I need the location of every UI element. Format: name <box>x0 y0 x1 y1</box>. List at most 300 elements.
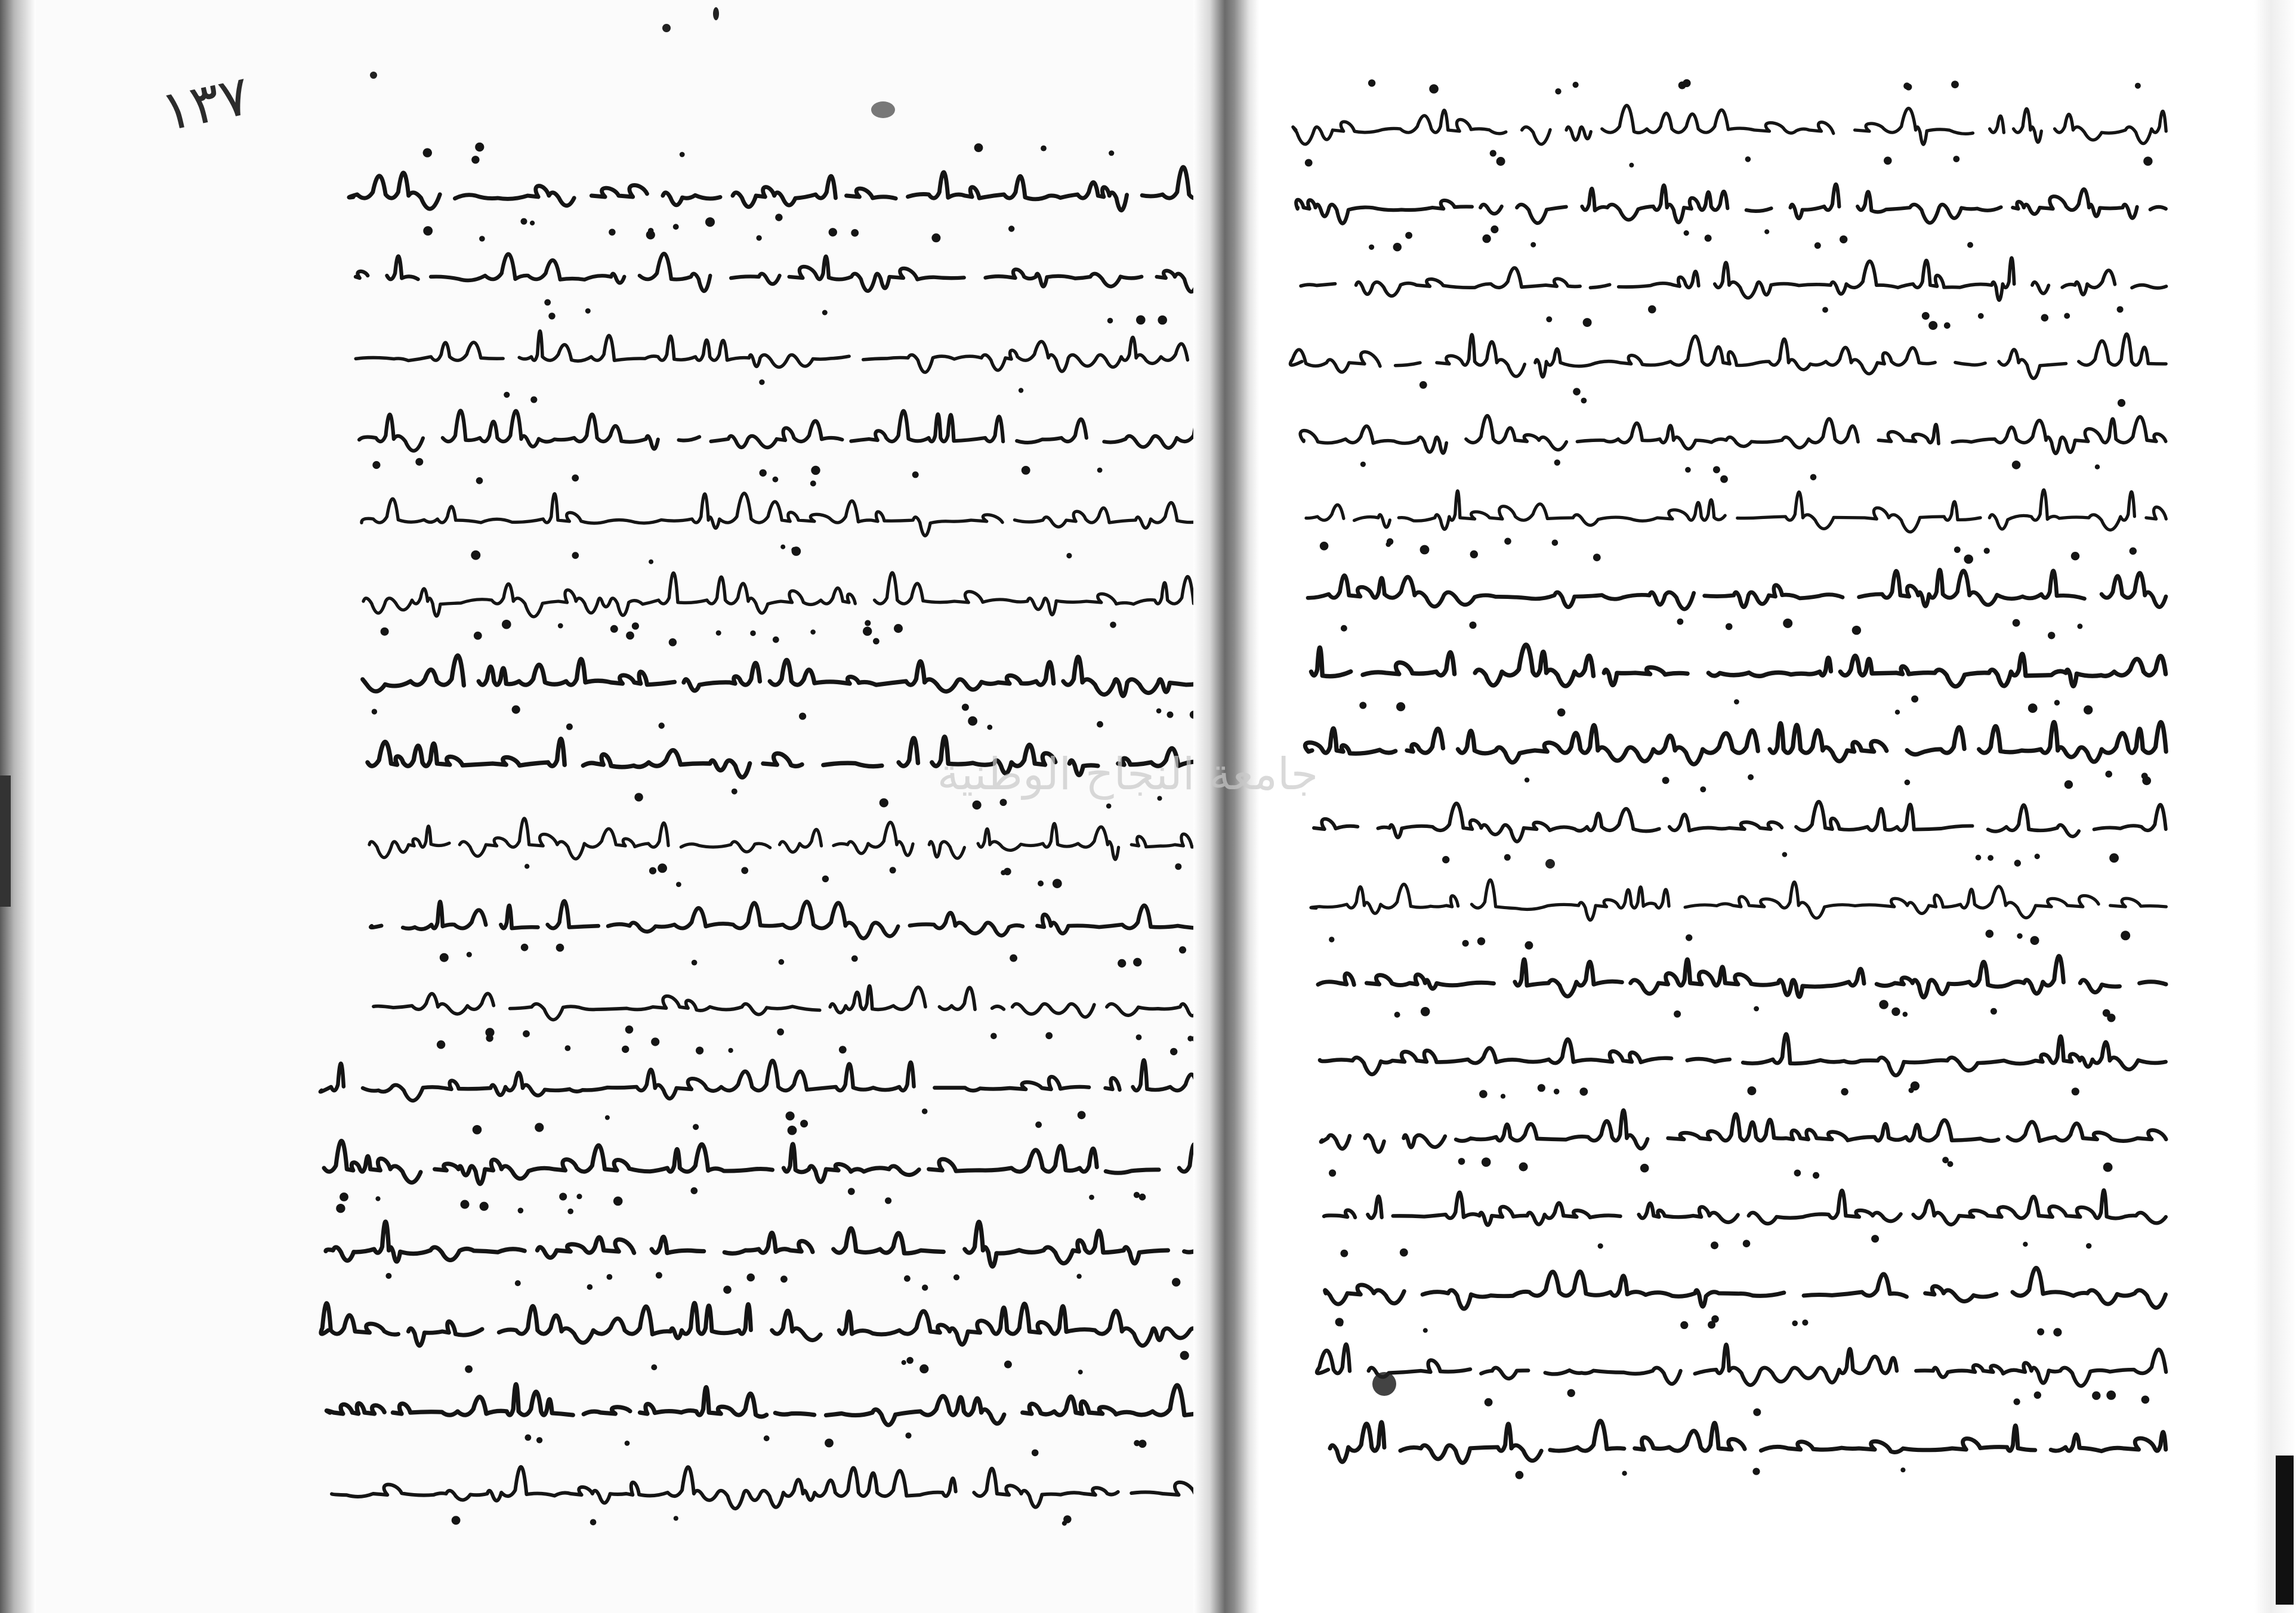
line-ink <box>1294 382 2172 471</box>
diacritic-dot <box>759 469 766 477</box>
diacritic-dot <box>472 1125 482 1135</box>
diacritic-dot <box>1951 81 1959 88</box>
diacritic-dot <box>2017 933 2022 938</box>
right-page <box>1217 0 2296 1613</box>
diacritic-dot <box>773 636 779 643</box>
diacritic-dot <box>729 1048 733 1053</box>
diacritic-dot <box>1516 1471 1524 1479</box>
diacritic-dot <box>1004 1361 1012 1368</box>
diacritic-dot <box>1400 1249 1408 1257</box>
diacritic-dot <box>1525 941 1533 950</box>
line-ink <box>1286 72 2172 161</box>
diacritic-dot <box>756 235 761 240</box>
line-ink <box>1300 614 2172 704</box>
diacritic-dot <box>461 1200 470 1209</box>
script-stroke <box>371 901 1217 938</box>
diacritic-dot <box>635 793 643 801</box>
manuscript-line <box>322 1435 1217 1525</box>
diacritic-dot <box>2054 700 2060 705</box>
diacritic-dot <box>452 1516 461 1525</box>
diacritic-dot <box>822 310 828 316</box>
ink-speck <box>370 72 377 79</box>
diacritic-dot <box>336 1204 345 1213</box>
diacritic-dot <box>1118 959 1126 968</box>
diacritic-dot <box>1581 398 1587 404</box>
diacritic-dot <box>723 1286 732 1294</box>
diacritic-dot <box>1991 1008 1997 1015</box>
diacritic-dot <box>651 1364 657 1370</box>
manuscript-line <box>364 948 1217 1038</box>
diacritic-dot <box>622 1046 629 1053</box>
diacritic-dot <box>647 228 653 234</box>
manuscript-line <box>1313 1080 2172 1169</box>
manuscript-line <box>1297 459 2172 549</box>
diacritic-dot <box>696 1047 703 1055</box>
book-gutter <box>1193 0 1259 1613</box>
diacritic-dot <box>851 956 858 962</box>
diacritic-dot <box>1685 467 1691 473</box>
diacritic-dot <box>1745 156 1751 162</box>
script-stroke <box>359 410 1217 450</box>
ink-speck <box>1372 1372 1396 1396</box>
diacritic-dot <box>1944 322 1951 329</box>
diacritic-dot <box>1368 79 1375 86</box>
diacritic-dot <box>669 638 677 646</box>
diacritic-dot <box>1704 234 1711 242</box>
diacritic-dot <box>1329 1169 1336 1176</box>
diacritic-dot <box>548 313 555 319</box>
diacritic-dot <box>566 724 573 730</box>
line-ink <box>1304 770 2172 859</box>
diacritic-dot <box>1683 79 1690 87</box>
script-stroke <box>1293 106 2166 144</box>
script-stroke <box>332 1467 1217 1509</box>
manuscript-line <box>319 1273 1217 1362</box>
diacritic-dot <box>1329 937 1334 942</box>
diacritic-dot <box>1010 954 1017 962</box>
diacritic-dot <box>968 716 977 726</box>
line-ink <box>322 1435 1217 1525</box>
diacritic-dot <box>919 1364 928 1373</box>
library-watermark: جامعة النجاح الوطنية <box>937 749 1319 800</box>
diacritic-dot <box>1138 1440 1147 1448</box>
manuscript-line <box>344 137 1217 227</box>
diacritic-dot <box>1720 475 1728 483</box>
diacritic-dot <box>1814 242 1820 249</box>
diacritic-dot <box>585 308 591 314</box>
diacritic-dot <box>974 143 983 152</box>
line-ink <box>320 1354 1217 1444</box>
line-ink <box>316 1192 1217 1281</box>
diacritic-dot <box>2109 853 2119 863</box>
line-ink <box>1307 847 2172 937</box>
diacritic-dot <box>1630 163 1634 168</box>
diacritic-dot <box>822 876 828 882</box>
diacritic-dot <box>1035 1121 1042 1128</box>
diacritic-dot <box>2013 619 2020 627</box>
diacritic-dot <box>2034 854 2039 859</box>
diacritic-dot <box>1396 702 1405 711</box>
script-stroke <box>356 254 1217 292</box>
script-stroke <box>356 331 1217 372</box>
diacritic-dot <box>1172 1278 1180 1286</box>
diacritic-dot <box>1136 316 1146 325</box>
diacritic-dot <box>587 1284 592 1290</box>
diacritic-dot <box>476 477 483 484</box>
diacritic-dot <box>649 560 653 564</box>
diacritic-dot <box>676 882 681 887</box>
diacritic-dot <box>2037 1328 2044 1336</box>
diacritic-dot <box>1726 623 1733 631</box>
diacritic-dot <box>922 1284 928 1290</box>
diacritic-dot <box>1429 84 1439 94</box>
manuscript-line <box>352 462 1217 551</box>
diacritic-dot <box>1700 786 1706 792</box>
diacritic-dot <box>2078 623 2083 629</box>
script-stroke <box>1306 490 2166 532</box>
diacritic-dot <box>1901 1467 1906 1472</box>
line-ink <box>356 624 1217 713</box>
diacritic-dot <box>2084 705 2093 714</box>
manuscript-line <box>1300 614 2172 704</box>
diacritic-dot <box>514 1280 520 1286</box>
diacritic-dot <box>1988 855 1993 861</box>
diacritic-dot <box>1792 1321 1798 1327</box>
diacritic-dot <box>1555 88 1561 94</box>
diacritic-dot <box>440 953 449 962</box>
manuscript-line <box>1294 382 2172 471</box>
diacritic-dot <box>480 1202 489 1211</box>
diacritic-dot <box>1662 777 1669 784</box>
diacritic-dot <box>1840 236 1847 243</box>
diacritic-dot <box>1485 1398 1493 1407</box>
diacritic-dot <box>471 551 480 560</box>
manuscript-line <box>362 867 1217 957</box>
manuscript-line <box>1303 692 2172 781</box>
diacritic-dot <box>1984 548 1990 554</box>
diacritic-dot <box>1802 1320 1808 1325</box>
script-stroke <box>1321 1110 2166 1152</box>
diacritic-dot <box>568 1209 574 1215</box>
left-page-edge <box>0 0 36 1613</box>
diacritic-dot <box>1572 82 1578 88</box>
diacritic-dot <box>1903 82 1910 89</box>
diacritic-dot <box>609 229 615 236</box>
diacritic-dot <box>479 236 485 242</box>
diacritic-dot <box>1530 242 1536 248</box>
line-ink <box>344 137 1217 227</box>
diacritic-dot <box>1066 553 1072 558</box>
diacritic-dot <box>2014 860 2020 866</box>
line-ink <box>346 218 1217 308</box>
line-ink <box>364 948 1217 1038</box>
line-ink <box>1297 459 2172 549</box>
diacritic-dot <box>475 143 484 152</box>
right-page-edge <box>2254 0 2296 1613</box>
manuscript-line <box>1319 1312 2172 1402</box>
diacritic-dot <box>613 1197 623 1206</box>
manuscript-line <box>1291 227 2172 316</box>
line-ink <box>1310 1002 2172 1092</box>
line-ink <box>362 867 1217 957</box>
manuscript-line <box>312 1030 1217 1119</box>
diacritic-dot <box>1954 546 1961 553</box>
script-stroke <box>1324 1190 2166 1225</box>
script-stroke <box>374 986 1217 1020</box>
line-ink <box>354 543 1217 632</box>
diacritic-dot <box>1622 1471 1627 1476</box>
diacritic-dot <box>987 725 992 730</box>
manuscript-line <box>1304 770 2172 859</box>
script-stroke <box>1301 258 2166 300</box>
diacritic-dot <box>885 1197 891 1204</box>
manuscript-line <box>1310 1002 2172 1092</box>
diacritic-dot <box>1097 721 1103 728</box>
diacritic-dot <box>651 1037 659 1046</box>
diacritic-dot <box>1554 1089 1560 1095</box>
diacritic-dot <box>1078 1370 1083 1374</box>
diacritic-dot <box>1954 156 1960 162</box>
diacritic-dot <box>1557 709 1566 717</box>
diacritic-dot <box>810 481 816 487</box>
line-ink <box>1320 1390 2172 1479</box>
diacritic-dot <box>873 638 879 645</box>
diacritic-dot <box>572 552 579 559</box>
line-ink <box>312 1030 1217 1119</box>
script-stroke <box>1314 802 2166 842</box>
diacritic-dot <box>572 474 579 481</box>
diacritic-dot <box>674 1516 678 1521</box>
diacritic-dot <box>1420 545 1430 555</box>
diacritic-dot <box>1053 879 1062 888</box>
diacritic-dot <box>423 226 433 236</box>
diacritic-dot <box>2048 632 2055 639</box>
diacritic-dot <box>471 156 479 163</box>
manuscript-line <box>1320 1390 2172 1479</box>
diacritic-dot <box>1975 855 1981 861</box>
diacritic-dot <box>1032 1450 1039 1457</box>
diacritic-dot <box>1525 777 1529 782</box>
diacritic-dot <box>799 713 806 720</box>
diacritic-dot <box>1680 1321 1688 1329</box>
manuscript-line <box>346 218 1217 308</box>
script-stroke <box>320 1303 1217 1347</box>
manuscript-line <box>356 624 1217 713</box>
diacritic-dot <box>1598 1243 1603 1249</box>
script-stroke <box>369 818 1217 860</box>
manuscript-line <box>1292 304 2172 394</box>
diacritic-dot <box>1783 619 1793 628</box>
diacritic-dot <box>1107 318 1113 324</box>
diacritic-dot <box>1305 159 1313 167</box>
diacritic-dot <box>2064 780 2073 789</box>
script-stroke <box>326 1222 1217 1266</box>
diacritic-dot <box>1753 1468 1760 1475</box>
script-stroke <box>363 656 1217 696</box>
line-ink <box>1288 149 2172 239</box>
script-stroke <box>1311 880 2166 920</box>
diacritic-dot <box>879 798 888 807</box>
diacritic-dot <box>2142 776 2151 785</box>
diacritic-dot <box>1170 1048 1177 1055</box>
script-stroke <box>1317 1345 2166 1386</box>
script-stroke <box>320 1060 1217 1101</box>
script-stroke <box>1325 1268 2166 1309</box>
diacritic-dot <box>1166 712 1173 718</box>
diacritic-dot <box>1905 780 1911 786</box>
line-ink <box>348 299 1217 389</box>
diacritic-dot <box>518 1208 524 1214</box>
line-ink <box>1314 1157 2172 1247</box>
diacritic-dot <box>530 396 537 403</box>
diacritic-dot <box>1341 625 1347 632</box>
diacritic-dot <box>1008 225 1014 231</box>
diacritic-dot <box>1928 321 1937 330</box>
diacritic-dot <box>2028 703 2038 713</box>
diacritic-dot <box>772 477 778 483</box>
diacritic-dot <box>1021 466 1030 475</box>
line-ink <box>1291 227 2172 316</box>
diacritic-dot <box>658 722 664 728</box>
manuscript-line <box>1288 149 2172 239</box>
diacritic-dot <box>751 631 757 636</box>
diacritic-dot <box>1582 318 1591 327</box>
diacritic-dot <box>1711 1241 1718 1249</box>
diacritic-dot <box>1501 1094 1505 1099</box>
ink-speck <box>713 7 719 20</box>
script-stroke <box>362 493 1217 536</box>
folio-number: ١٣٧ <box>155 63 255 144</box>
script-stroke <box>349 167 1217 210</box>
diacritic-dot <box>2107 1013 2116 1022</box>
diacritic-dot <box>1470 551 1478 558</box>
line-ink <box>1316 1235 2172 1324</box>
line-ink <box>1309 925 2172 1014</box>
line-ink <box>1298 537 2172 626</box>
manuscript-line <box>1314 1157 2172 1247</box>
diacritic-dot <box>1423 1328 1428 1333</box>
diacritic-dot <box>2121 931 2130 940</box>
diacritic-dot <box>437 1040 445 1049</box>
diacritic-dot <box>474 632 482 640</box>
diacritic-dot <box>800 1120 808 1127</box>
diacritic-dot <box>1852 626 1861 635</box>
script-stroke <box>1318 956 2166 997</box>
diacritic-dot <box>2053 1328 2062 1336</box>
line-ink <box>1313 1080 2172 1169</box>
script-stroke <box>1308 570 2166 609</box>
diacritic-dot <box>2118 399 2125 407</box>
diacritic-dot <box>535 1123 544 1132</box>
manuscript-line <box>314 1111 1217 1200</box>
script-stroke <box>1311 645 2166 687</box>
diacritic-dot <box>423 148 432 157</box>
diacritic-dot <box>931 233 940 242</box>
diacritic-dot <box>1019 388 1023 393</box>
script-stroke <box>326 1385 1217 1426</box>
script-stroke <box>1301 416 2166 453</box>
diacritic-dot <box>811 466 820 475</box>
diacritic-dot <box>1477 937 1485 945</box>
diacritic-dot <box>1062 1521 1067 1526</box>
diacritic-dot <box>973 801 982 809</box>
diacritic-dot <box>1754 1408 1761 1416</box>
ink-speck <box>1545 859 1555 869</box>
diacritic-dot <box>1964 555 1973 564</box>
diacritic-dot <box>1810 474 1816 481</box>
diacritic-dot <box>1359 702 1366 709</box>
diacritic-dot <box>1421 1007 1430 1016</box>
script-stroke <box>324 1141 1217 1185</box>
line-ink <box>1319 1312 2172 1402</box>
diacritic-dot <box>1341 1250 1348 1257</box>
script-stroke <box>1290 334 2166 378</box>
diacritic-dot <box>2071 552 2079 560</box>
diacritic-dot <box>902 1360 906 1365</box>
diacritic-dot <box>1041 146 1047 152</box>
diacritic-dot <box>1158 316 1167 325</box>
diacritic-dot <box>1813 1172 1819 1179</box>
diacritic-dot <box>1908 1087 1914 1093</box>
diacritic-dot <box>590 1519 597 1526</box>
manuscript-line <box>1286 72 2172 161</box>
page-edge-sliver <box>2276 1456 2294 1605</box>
manuscript-line <box>348 299 1217 389</box>
diacritic-dot <box>1967 242 1973 248</box>
diacritic-dot <box>851 229 859 237</box>
diacritic-dot <box>2071 1087 2079 1095</box>
diacritic-dot <box>787 1126 797 1135</box>
diacritic-dot <box>2030 936 2039 945</box>
diacritic-dot <box>716 631 721 636</box>
manuscript-line <box>354 543 1217 632</box>
diacritic-dot <box>828 228 837 236</box>
script-stroke <box>363 573 1217 617</box>
diacritic-dot <box>1038 880 1044 886</box>
diacritic-dot <box>912 471 918 478</box>
script-stroke <box>1320 1034 2166 1076</box>
line-ink <box>1292 304 2172 394</box>
diacritic-dot <box>1546 316 1552 322</box>
script-stroke <box>1330 1421 2166 1463</box>
diacritic-dot <box>1895 710 1900 715</box>
diacritic-dot <box>1985 930 1993 938</box>
diacritic-dot <box>1338 1321 1343 1327</box>
diacritic-dot <box>1593 554 1601 561</box>
line-ink <box>352 462 1217 551</box>
diacritic-dot <box>1479 1090 1488 1098</box>
manuscript-line <box>316 1192 1217 1281</box>
diacritic-dot <box>693 1124 699 1130</box>
diacritic-dot <box>1462 940 1468 947</box>
script-stroke <box>1305 722 2166 765</box>
diacritic-dot <box>692 960 698 966</box>
diacritic-dot <box>627 632 635 640</box>
line-ink <box>319 1273 1217 1362</box>
script-stroke <box>1296 184 2166 224</box>
diacritic-dot <box>1109 150 1114 156</box>
manuscript-line <box>1316 1235 2172 1324</box>
line-ink <box>314 1111 1217 1200</box>
diacritic-dot <box>504 392 510 398</box>
diacritic-dot <box>1841 1088 1848 1095</box>
diacritic-dot <box>1393 243 1401 251</box>
diacritic-dot <box>1106 804 1112 809</box>
diacritic-dot <box>1794 1170 1801 1177</box>
ink-speck <box>871 101 895 118</box>
diacritic-dot <box>1674 1011 1681 1018</box>
diacritic-dot <box>779 959 785 965</box>
